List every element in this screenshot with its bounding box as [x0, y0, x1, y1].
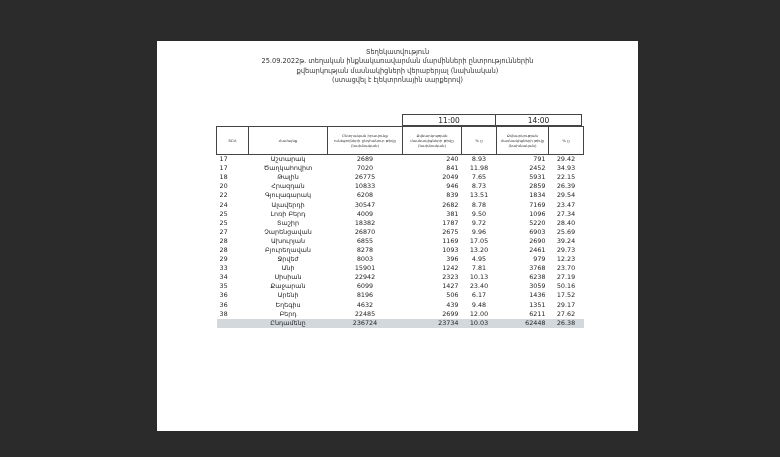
total-pct-1100: 10.03 — [462, 319, 497, 328]
cell-voters: 7020 — [356, 164, 374, 173]
cell-tec: 22 — [219, 191, 228, 200]
cell-community: Ալավերդի — [271, 200, 305, 209]
col-header-participants-1100: Քվեարկության մասնակիցների թիվը (նախնական) — [403, 127, 462, 155]
cell-pct-1100: 7.81 — [471, 264, 487, 273]
cell-voters: 15901 — [354, 264, 376, 273]
heading-line-4: (ստացվել է էլեկտրոնային սարքերով) — [332, 76, 463, 85]
table-row — [217, 291, 584, 300]
cell-participants-1400: 2690 — [529, 236, 546, 245]
heading-line-1: Տեղեկատվություն — [365, 48, 430, 56]
cell-participants-1100: 1427 — [442, 282, 459, 291]
cell-tec: 27 — [219, 227, 228, 236]
cell-pct-1100: 23.40 — [469, 282, 489, 291]
cell-community: Գյուլագարակ — [264, 191, 312, 200]
cell-community: Ծաղկահովիտ — [263, 164, 313, 173]
cell-community: Չարենցավան — [264, 227, 312, 236]
table-header-row — [217, 127, 584, 155]
cell-pct-1100: 8.78 — [471, 200, 487, 209]
cell-community: Քաջարան — [270, 282, 306, 291]
cell-participants-1100: 396 — [446, 255, 459, 264]
cell-participants-1400: 6903 — [529, 227, 546, 236]
cell-community: Լոռի Բերդ — [270, 209, 306, 218]
cell-pct-1400: 34.93 — [556, 164, 576, 173]
cell-voters: 8278 — [356, 245, 374, 254]
cell-pct-1100: 9.50 — [471, 209, 487, 218]
cell-pct-1100: 4.95 — [471, 255, 487, 264]
table-row — [217, 219, 584, 228]
cell-pct-1400: 50.16 — [556, 282, 576, 291]
table-row — [217, 191, 584, 200]
cell-community: Բյուրեղավան — [265, 245, 311, 254]
table-row — [217, 200, 584, 209]
table-total-row — [217, 319, 584, 328]
turnout-table — [216, 126, 584, 328]
cell-pct-1400: 27.34 — [556, 209, 576, 218]
table-row — [217, 173, 584, 182]
cell-participants-1100: 1093 — [442, 245, 459, 254]
cell-participants-1400: 5931 — [529, 173, 546, 182]
cell-participants-1400: 1834 — [529, 191, 546, 200]
table-row — [217, 282, 584, 291]
cell-tec: 20 — [219, 182, 228, 191]
cell-voters: 6855 — [356, 236, 374, 245]
cell-pct-1400: 29.17 — [556, 300, 576, 309]
cell-community: Ախուրյան — [270, 236, 306, 245]
cell-pct-1100: 10.13 — [469, 273, 489, 282]
col-header-participants-1400: Քվեարկության մասնակիցների թիվը (նախնական) — [497, 127, 549, 155]
heading-line-2: 25.09.2022թ. տեղական ինքնակառավարման մարմինների ընտրություններին — [261, 57, 534, 66]
cell-voters: 6099 — [356, 282, 374, 291]
cell-tec: 25 — [219, 209, 228, 218]
cell-participants-1400: 7169 — [529, 200, 546, 209]
col-header-tec: ՏԸՀ — [217, 127, 249, 155]
cell-pct-1400: 27.19 — [556, 273, 576, 282]
document-page — [157, 41, 638, 431]
cell-voters: 8196 — [356, 291, 374, 300]
cell-tec: 35 — [219, 282, 228, 291]
cell-pct-1400: 29.54 — [556, 191, 576, 200]
cell-pct-1100: 13.20 — [469, 245, 489, 254]
cell-tec: 29 — [219, 255, 228, 264]
table-row — [217, 273, 584, 282]
cell-pct-1100: 17.05 — [469, 236, 489, 245]
cell-participants-1400: 6211 — [529, 309, 546, 318]
table-row — [217, 255, 584, 264]
cell-community: Արենի — [277, 291, 299, 300]
cell-participants-1400: 3059 — [529, 282, 546, 291]
cell-community: Ջրվեժ — [277, 255, 299, 264]
cell-voters: 4632 — [356, 300, 374, 309]
cell-community: Սիսիան — [274, 273, 302, 282]
cell-tec: 36 — [219, 300, 228, 309]
cell-tec: 36 — [219, 291, 228, 300]
cell-pct-1100: 13.51 — [469, 191, 489, 200]
cell-participants-1400: 979 — [533, 255, 546, 264]
cell-participants-1100: 240 — [446, 155, 459, 164]
cell-participants-1100: 439 — [446, 300, 459, 309]
cell-tec: 28 — [219, 245, 228, 254]
table-row — [217, 301, 584, 310]
cell-participants-1100: 1787 — [442, 218, 459, 227]
cell-participants-1400: 1351 — [529, 300, 546, 309]
cell-participants-1100: 1169 — [442, 236, 459, 245]
cell-participants-1100: 839 — [446, 191, 459, 200]
cell-community: Հրազդան — [271, 182, 305, 191]
cell-pct-1400: 23.70 — [556, 264, 576, 273]
cell-tec: 33 — [219, 264, 228, 273]
cell-tec: 38 — [219, 309, 228, 318]
cell-voters: 8003 — [356, 255, 374, 264]
cell-tec: 18 — [219, 173, 228, 182]
col-header-pct-1100: % ը — [462, 127, 497, 155]
time-header-1400: 14:00 — [495, 114, 582, 126]
cell-pct-1400: 29.42 — [556, 155, 576, 164]
col-header-voters: Ընտրական իրավունք ունեցողների ընդհանուր թիվը (նախնական) — [328, 127, 403, 155]
cell-pct-1100: 8.73 — [471, 182, 487, 191]
table-row — [217, 246, 584, 255]
cell-pct-1400: 29.73 — [556, 245, 576, 254]
cell-pct-1400: 27.62 — [556, 309, 576, 318]
cell-participants-1400: 791 — [533, 155, 546, 164]
cell-participants-1400: 1096 — [529, 209, 546, 218]
cell-pct-1400: 39.24 — [556, 236, 576, 245]
document-heading — [157, 48, 638, 86]
table-row — [217, 237, 584, 246]
cell-voters: 4009 — [356, 209, 374, 218]
cell-voters: 22942 — [354, 273, 376, 282]
cell-tec: 34 — [219, 273, 228, 282]
cell-pct-1100: 6.17 — [471, 291, 487, 300]
cell-pct-1100: 11.98 — [469, 164, 489, 173]
cell-pct-1400: 23.47 — [556, 200, 576, 209]
cell-participants-1100: 946 — [446, 182, 459, 191]
cell-participants-1100: 2682 — [442, 200, 459, 209]
total-participants-1100: 23734 — [403, 319, 462, 328]
cell-tec: 17 — [219, 164, 228, 173]
table-row — [217, 155, 584, 165]
table-row — [217, 182, 584, 191]
total-participants-1400: 62448 — [497, 319, 549, 328]
cell-community: Թալին — [277, 173, 299, 182]
cell-tec: 28 — [219, 236, 228, 245]
cell-tec: 25 — [219, 218, 228, 227]
cell-pct-1100: 9.48 — [471, 300, 487, 309]
cell-tec: 17 — [219, 155, 228, 164]
cell-voters: 6208 — [356, 191, 374, 200]
cell-pct-1100: 9.72 — [471, 218, 487, 227]
cell-participants-1400: 6238 — [529, 273, 546, 282]
time-header-1100: 11:00 — [402, 114, 496, 126]
cell-voters: 26870 — [354, 227, 376, 236]
cell-community: Աշտարակ — [270, 155, 306, 164]
col-header-pct-1400: % ը — [549, 127, 584, 155]
cell-voters: 18382 — [354, 218, 376, 227]
cell-participants-1400: 1436 — [529, 291, 546, 300]
cell-participants-1400: 2452 — [529, 164, 546, 173]
cell-voters: 26775 — [354, 173, 376, 182]
total-pct-1400: 26.38 — [549, 319, 584, 328]
cell-voters: 2689 — [356, 155, 374, 164]
cell-voters: 30547 — [354, 200, 376, 209]
col-header-community: Համայնք — [249, 127, 328, 155]
cell-pct-1400: 12.23 — [556, 255, 576, 264]
cell-voters: 10833 — [354, 182, 376, 191]
cell-pct-1100: 8.93 — [471, 155, 487, 164]
cell-pct-1400: 17.52 — [556, 291, 576, 300]
table-row — [217, 210, 584, 219]
cell-participants-1400: 2461 — [529, 245, 546, 254]
cell-participants-1400: 3768 — [529, 264, 546, 273]
table-row — [217, 164, 584, 173]
heading-line-3: քվեարկության մասնակիցների վերաբերյալ (նախնական) — [296, 66, 499, 75]
cell-participants-1400: 2859 — [529, 182, 546, 191]
cell-participants-1100: 1242 — [442, 264, 459, 273]
cell-voters: 22485 — [354, 309, 376, 318]
table-row — [217, 264, 584, 273]
cell-pct-1400: 26.39 — [556, 182, 576, 191]
cell-participants-1400: 5220 — [529, 218, 546, 227]
cell-pct-1100: 7.65 — [471, 173, 487, 182]
cell-pct-1100: 9.96 — [471, 227, 487, 236]
total-tec-cell — [217, 319, 249, 328]
cell-participants-1100: 2049 — [442, 173, 459, 182]
cell-community: Անի — [281, 264, 295, 273]
cell-pct-1400: 25.69 — [556, 227, 576, 236]
table-row — [217, 310, 584, 319]
cell-participants-1100: 2699 — [442, 309, 459, 318]
cell-tec: 24 — [219, 200, 228, 209]
cell-community: Բերդ — [279, 309, 297, 318]
cell-participants-1100: 506 — [446, 291, 459, 300]
total-label: Ընդամենը — [249, 319, 328, 328]
table-row — [217, 228, 584, 237]
cell-participants-1100: 2323 — [442, 273, 459, 282]
total-voters: 236724 — [328, 319, 403, 328]
cell-participants-1100: 381 — [446, 209, 459, 218]
cell-pct-1100: 12.00 — [469, 309, 489, 318]
cell-participants-1100: 841 — [446, 164, 459, 173]
cell-pct-1400: 22.15 — [556, 173, 576, 182]
cell-pct-1400: 28.40 — [556, 218, 576, 227]
cell-community: Տաշիր — [276, 218, 300, 227]
cell-participants-1100: 2675 — [442, 227, 459, 236]
cell-community: Եղեգիս — [275, 300, 301, 309]
